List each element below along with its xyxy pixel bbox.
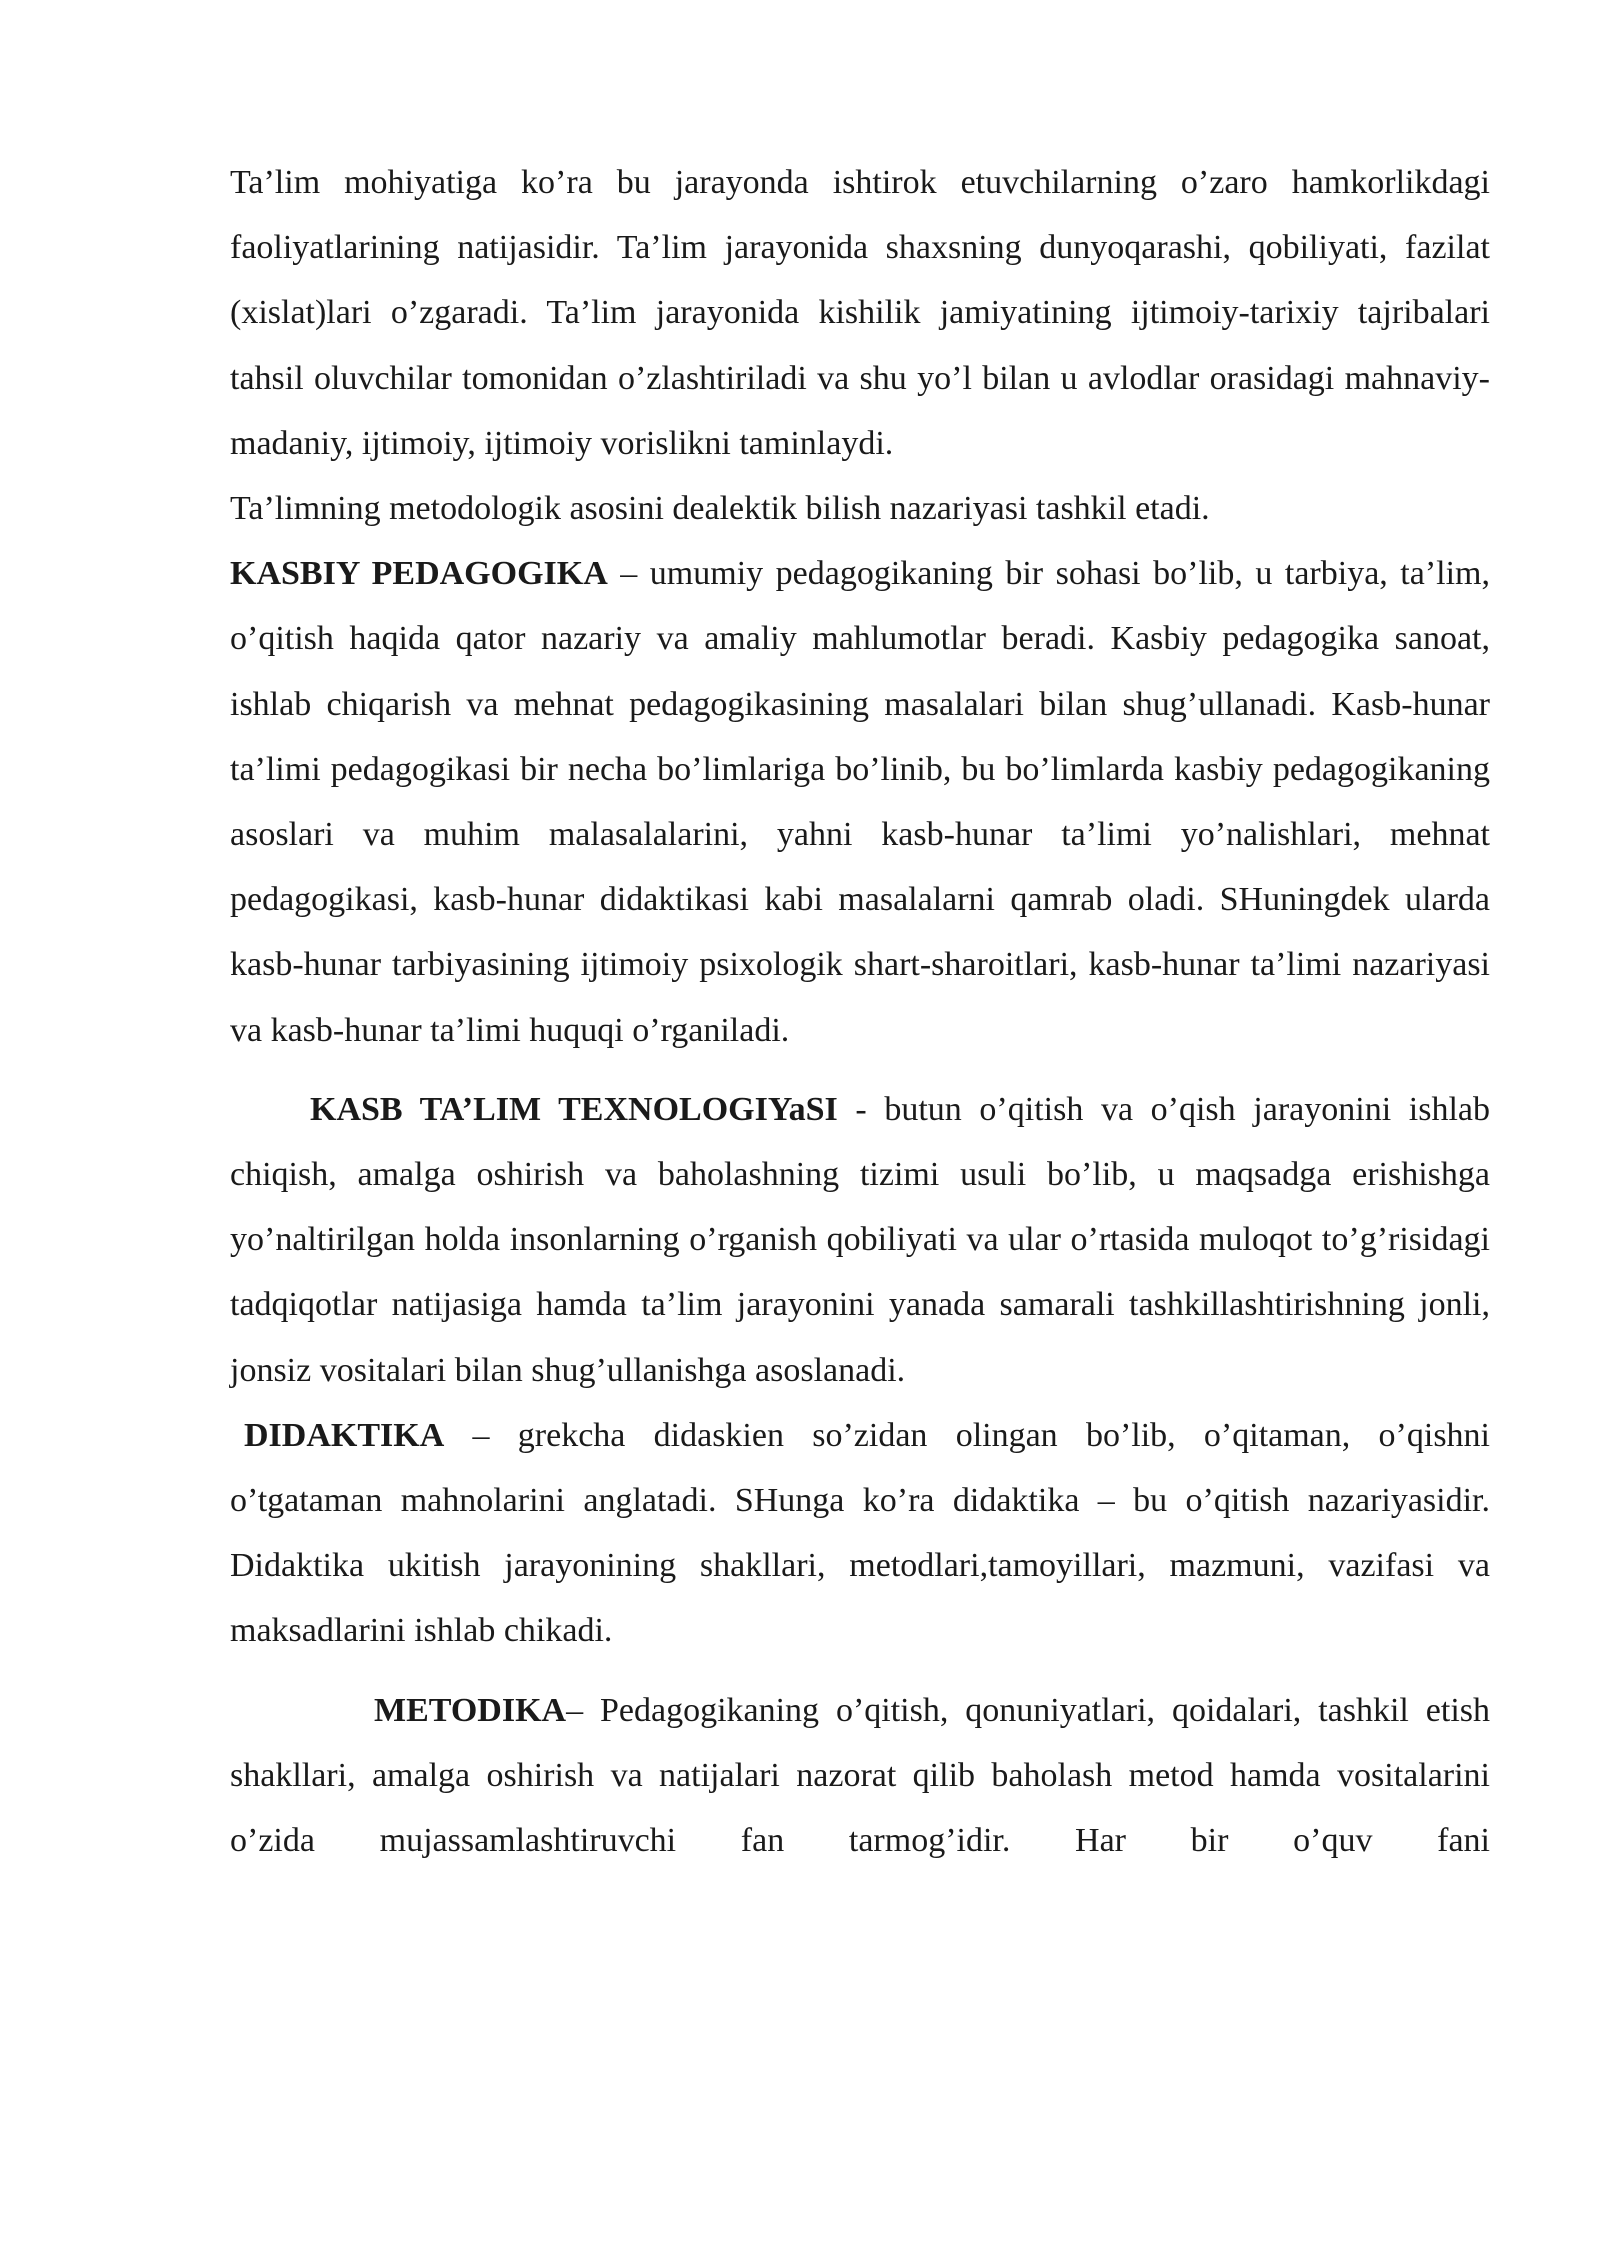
paragraph-talim-mohiyati: Ta’lim mohiyatiga ko’ra bu jarayonda ishtirok etuvchilarning o’zaro hamkorlikdagi faoliyatlarining natijasidir. Ta’lim jarayonida shaxsning dunyoqarashi, qobiliyati, fazilat (xislat)lari o’zgaradi. Ta’lim jarayonida kishilik jamiyatining ijtimoiy-tarixiy tajribalari tahsil oluvchilar tomonidan o’zlashtiriladi va shu yo’l bilan u avlodlar orasidagi mahnaviy-madaniy, ijtimoiy, ijtimoiy vorislikni taminlaydi. [230,164,1490,462]
term-kasb-talim-texnologiyasi: KASB TA’LIM TEXNOLOGIYaSI [310,1090,838,1128]
definition-metodika: – Pedagogikaning o’qitish, qonuniyatlari, qoidalari, tashkil etish shakllari, amalga oshirish va natijalari nazorat qilib baholash metod hamda vositalarini o’zida mujassamlashtiruvchi fan tarmog’idir. Har bir o’quv fani [230,1691,1490,1860]
term-metodika: METODIKA [374,1691,567,1729]
paragraph-kasb-talim-texnologiyasi [230,1077,1490,1403]
document-page [230,150,1490,1873]
paragraph-metodika [230,1678,1490,1874]
definition-kasb-talim-texnologiyasi: - butun o’qitish va o’qish jarayonini ishlab chiqish, amalga oshirish va baholashning tizimi usuli bo’lib, u maqsadga erishishga yo’naltirilgan holda insonlarning o’rganish qobiliyati va ular o’rtasida muloqot to’g’risidagi tadqiqotlar natijasiga hamda ta’lim jarayonini yanada samarali tashkillashtirishning jonli, jonsiz vositalari bilan shug’ullanishga asoslanadi. [230,1090,1490,1389]
term-didaktika: DIDAKTIKA [244,1416,445,1454]
paragraph-talim-metodologiyasi: Ta’limning metodologik asosini dealektik bilish nazariyasi tashkil etadi. [230,490,1210,528]
definition-kasbiy-pedagogika: – umumiy pedagogikaning bir sohasi bo’lib, u tarbiya, ta’lim, o’qitish haqida qator nazariy va amaliy mahlumotlar beradi. Kasbiy pedagogika sanoat, ishlab chiqarish va mehnat pedagogikasining masalalari bilan shug’ullanadi. Kasb-hunar ta’limi pedagogikasi bir necha bo’limlariga bo’linib, bu bo’limlarda kasbiy pedagogikaning asoslari va muhim malasalalarini, yahni kasb-hunar ta’limi yo’nalishlari, mehnat pedagogikasi, kasb-hunar didaktikasi kabi masalalarni qamrab oladi. SHuningdek ularda kasb-hunar tarbiyasining ijtimoiy psixologik shart-sharoitlari, kasb-hunar ta’limi nazariyasi va kasb-hunar ta’limi huquqi o’rganiladi. [230,555,1491,1049]
term-kasbiy-pedagogika: KASBIY PEDAGOGIKA [230,555,608,593]
paragraph-didaktika [230,1403,1490,1664]
definition-didaktika: – grekcha didaskien so’zidan olingan bo’lib, o’qitaman, o’qishni o’tgataman mahnolarini anglatadi. SHunga ko’ra didaktika – bu o’qitish nazariyasidir. Didaktika ukitish jarayonining shakllari, metodlari,tamoyillari, mazmuni, vazifasi va maksadlarini ishlab chikadi. [230,1416,1490,1650]
paragraph-kasbiy-pedagogika [230,541,1490,1063]
